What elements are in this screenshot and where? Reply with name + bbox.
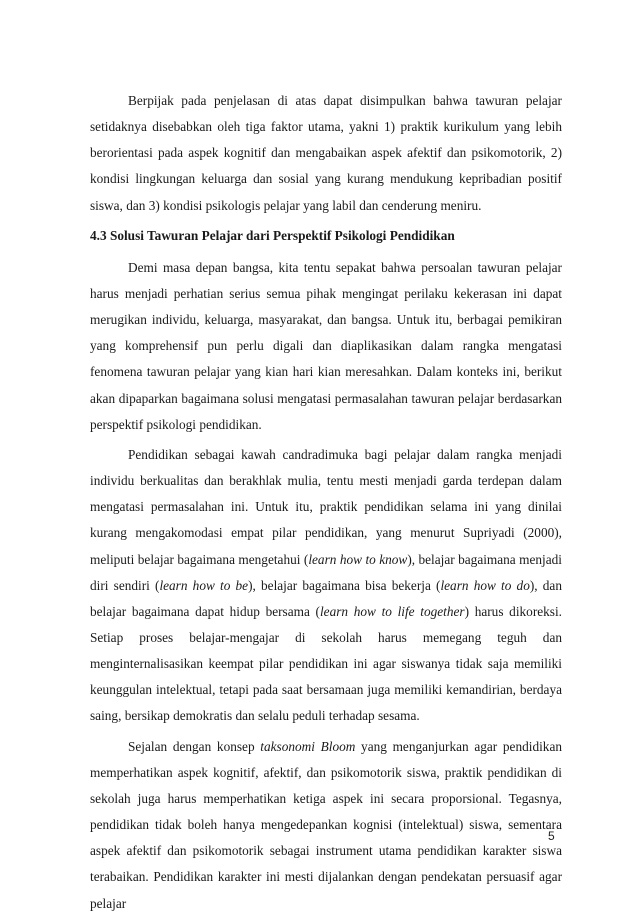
section-heading: 4.3 Solusi Tawuran Pelajar dari Perspektif Psikologi Pendidikan [90, 227, 455, 243]
italic-term: learn how to life together [319, 603, 465, 619]
text-span: ), belajar bagaimana menjadi diri sendiri ( [90, 551, 562, 593]
text-span: ) harus dikoreksi. Setiap proses belajar-mengajar di sekolah harus memegang teguh dan menginternalisasikan keempat pilar pendidikan ini agar siswanya tidak saja memiliki keunggulan intelektual, tetapi pada saat bersamaan juga memiliki kemandirian, berdaya saing, bersikap demokratis dan selalu peduli terhadap sesama. [90, 603, 562, 724]
text-span: ), belajar bagaimana bisa bekerja ( [248, 577, 441, 593]
paragraph-four-pillars [90, 442, 562, 730]
italic-term: learn how to know [308, 551, 408, 567]
text-span: Sejalan dengan konsep [128, 738, 261, 754]
text-span: yang menganjurkan agar pendidikan memperhatikan aspek kognitif, afektif, dan psikomotorik siswa, praktik pendidikan di sekolah juga harus memperhatikan ketiga aspek ini secara proporsional. Tegasnya, pendidikan tidak boleh hanya mengedepankan kognisi (intelektual) siswa, sementara aspek afektif dan psikomotorik sebagai instrument utama pendidikan karakter siswa terabaikan. Pendidikan karakter ini mesti dijalankan dengan pendekatan persuasif agar pelajar [90, 738, 562, 911]
document-page [90, 88, 562, 921]
paragraph-conclusion: Berpijak pada penjelasan di atas dapat disimpulkan bahwa tawuran pelajar setidaknya disebabkan oleh tiga faktor utama, yakni 1) praktik kurikulum yang lebih berorientasi pada aspek kognitif dan mengabaikan aspek afektif dan psikomotorik, 2) kondisi lingkungan keluarga dan sosial yang kurang mendukung kepribadian positif siswa, dan 3) kondisi psikologis pelajar yang labil dan cenderung meniru. [90, 93, 562, 213]
text-span: ), dan belajar bagaimana dapat hidup bersama ( [90, 577, 562, 619]
paragraph-intro-solution: Demi masa depan bangsa, kita tentu sepakat bahwa persoalan tawuran pelajar harus menjadi perhatian serius semua pihak mengingat perilaku kekerasan ini dapat merugikan individu, keluarga, masyarakat, dan bangsa. Untuk itu, berbagai pemikiran yang komprehensif pun perlu digali dan diaplikasikan dalam rangka mengatasi fenomena tawuran pelajar yang kian hari kian meresahkan. Dalam konteks ini, berikut akan dipaparkan bagaimana solusi mengatasi permasalahan tawuran pelajar berdasarkan perspektif psikologi pendidikan. [90, 259, 562, 432]
paragraph-bloom-taxonomy [90, 734, 562, 917]
page-number: 5 [548, 829, 555, 843]
italic-term: learn how to do [440, 577, 530, 593]
italic-term: learn how to be [159, 577, 249, 593]
text-span: Pendidikan sebagai kawah candradimuka bagi pelajar dalam rangka menjadi individu berkualitas dan berakhlak mulia, tentu mesti menjadi garda terdepan dalam mengatasi permasalahan ini. Untuk itu, praktik pendidikan selama ini yang dinilai kurang mengakomodasi empat pilar pendidikan, yang menurut Supriyadi (2000), meliputi belajar bagaimana mengetahui ( [90, 446, 562, 567]
italic-term: taksonomi Bloom [260, 738, 356, 754]
